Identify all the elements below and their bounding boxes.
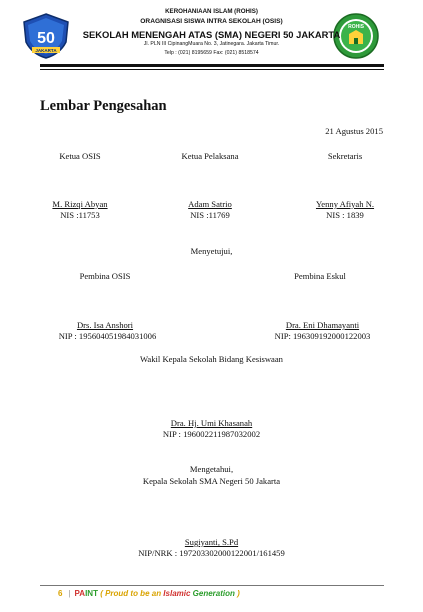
signer-role: Sekretaris: [327, 151, 363, 161]
footer-separator: |: [68, 589, 71, 598]
advisor-name: Dra. Eni Dhamayanti: [285, 320, 360, 330]
advisor-role: Pembina OSIS: [79, 271, 131, 281]
advisor-name: Drs. Isa Anshori: [76, 320, 134, 330]
school-phone: Telp : (021) 8195659 Fax: (021) 8518574: [164, 50, 259, 56]
advisor-id: NIP : 195604051984031006: [58, 331, 157, 341]
principal-id: NIP/NRK : 197203302000122001/161459: [138, 548, 285, 558]
signer-id: NIS : 1839: [326, 210, 364, 220]
document-date: 21 Agustus 2015: [325, 126, 383, 136]
acknowledge-label: Mengetahui,: [189, 464, 234, 474]
approval-label: Menyetujui,: [190, 246, 233, 256]
school-address: Jl. PLN III CipinangMuara No. 3, Jatinegara. Jakarta Timur.: [143, 41, 280, 47]
signer-name: Adam Satrio: [188, 199, 232, 209]
letterhead-line1: KEROHANIAAN ISLAM (ROHIS): [165, 8, 258, 15]
footer-divider: [40, 585, 384, 586]
page-number: 6: [58, 589, 63, 598]
letterhead-divider-thin: [40, 69, 384, 70]
letterhead-divider-thick: [40, 64, 384, 67]
svg-text:ROHIS: ROHIS: [348, 24, 364, 30]
advisor-id: NIP: 196309192000122003: [274, 331, 371, 341]
signer-name: M. Rizqi Abyan: [52, 199, 108, 209]
principal-name: Sugiyanti, S.Pd: [184, 537, 239, 547]
footer-brand-b: INT: [85, 589, 98, 598]
signer-id: NIS :11769: [190, 210, 230, 220]
signer-role: Ketua OSIS: [59, 151, 101, 161]
footer-brand-a: PA: [74, 589, 86, 598]
page-footer: [40, 589, 240, 598]
vice-principal-id: NIP : 196002211987032002: [162, 429, 261, 439]
footer-tagline: ( Proud to be an Islamic Generation ): [100, 589, 240, 598]
advisor-role: Pembina Eskul: [294, 271, 346, 281]
svg-text:50: 50: [37, 30, 55, 47]
page-title: Lembar Pengesahan: [40, 98, 167, 114]
vice-principal-name: Dra. Hj. Umi Khasanah: [170, 418, 253, 428]
vice-principal-role: Wakil Kepala Sekolah Bidang Kesiswaan: [140, 354, 283, 364]
school-name: SEKOLAH MENENGAH ATAS (SMA) NEGERI 50 JAKARTA: [82, 29, 341, 40]
principal-role: Kepala Sekolah SMA Negeri 50 Jakarta: [142, 476, 281, 486]
signer-name: Yenny Afiyah N.: [315, 199, 375, 209]
signer-id: NIS :11753: [60, 210, 100, 220]
letterhead-line2: ORAGNISASI SISWA INTRA SEKOLAH (OSIS): [140, 18, 283, 25]
signer-role: Ketua Pelaksana: [181, 151, 239, 161]
svg-text:JAKARTA: JAKARTA: [35, 48, 57, 53]
